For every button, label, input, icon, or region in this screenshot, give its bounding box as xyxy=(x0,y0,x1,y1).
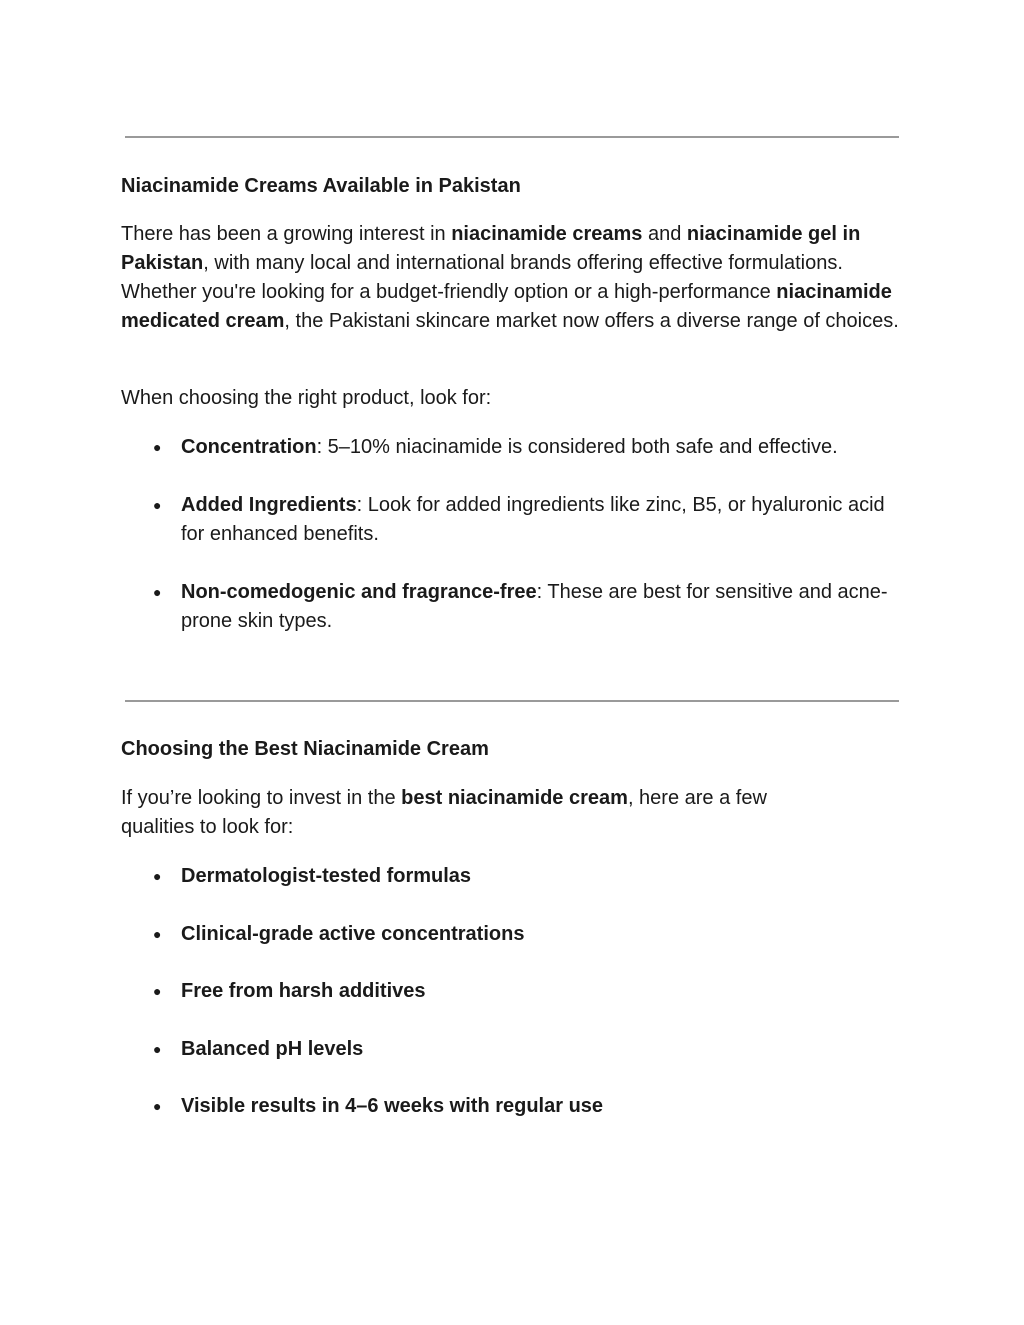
section-divider xyxy=(125,136,899,138)
list-item-term: Added Ingredients xyxy=(181,494,357,516)
list-item xyxy=(121,433,911,462)
list-item-term: Non-comedogenic and fragrance-free xyxy=(181,581,537,603)
bold-keyword: niacinamide gel in Pakistan xyxy=(121,223,861,274)
list-item-text: Dermatologist-tested formulas xyxy=(181,865,472,887)
bullet-icon: ● xyxy=(153,983,162,999)
bold-keyword: niacinamide medicated cream xyxy=(121,281,892,332)
bullet-icon: ● xyxy=(153,1098,162,1114)
list-item xyxy=(121,491,911,549)
section-heading: Niacinamide Creams Available in Pakistan xyxy=(121,175,521,197)
list-item-text: Clinical-grade active concentrations xyxy=(181,922,525,945)
list-item-text: : These are best for sensitive and acne-prone skin types. xyxy=(181,581,888,632)
intro-text: , here are a few qualities to look for: xyxy=(121,787,767,838)
list-item xyxy=(121,1092,911,1121)
list-item-text: Balanced pH levels xyxy=(181,1037,364,1060)
list-item xyxy=(121,578,911,636)
list-item-text: Visible results in 4–6 weeks with regular use xyxy=(181,1095,604,1117)
bullet-icon: ● xyxy=(153,868,162,884)
intro-text: , with many local and international brands offering effective formulations. Whether you're looking for a budget-friendly option or a high-performance xyxy=(121,252,843,303)
bullet-icon: ● xyxy=(153,439,162,455)
intro-text: , the Pakistani skincare market now offers a diverse range of choices. xyxy=(284,310,899,332)
intro-text: If you’re looking to invest in the xyxy=(121,787,402,809)
intro-text: and xyxy=(642,223,687,245)
section-heading: Choosing the Best Niacinamide Cream xyxy=(121,738,489,760)
bold-keyword: best niacinamide cream xyxy=(401,787,628,809)
intro-paragraph xyxy=(121,220,911,336)
criteria-list xyxy=(121,433,911,665)
list-item-term: Concentration xyxy=(181,436,317,458)
list-item-text: : Look for added ingredients like zinc, B5, or hyaluronic acid for enhanced benefits. xyxy=(181,494,885,545)
bullet-icon: ● xyxy=(153,1040,162,1057)
section-divider xyxy=(125,700,899,702)
list-item-text: : 5–10% niacinamide is considered both safe and effective. xyxy=(316,436,838,458)
bullet-icon: ● xyxy=(153,497,162,513)
lead-paragraph: When choosing the right product, look for: xyxy=(121,387,492,409)
list-item-text: Free from harsh additives xyxy=(181,980,426,1002)
list-item xyxy=(121,977,911,1006)
qualities-list xyxy=(121,862,911,1150)
bullet-icon: ● xyxy=(153,584,162,600)
bullet-icon: ● xyxy=(153,925,162,942)
list-item xyxy=(121,920,911,949)
bold-keyword: niacinamide creams xyxy=(451,223,643,245)
list-item xyxy=(121,862,911,891)
intro-paragraph xyxy=(121,784,841,842)
list-item xyxy=(121,1035,911,1064)
intro-text: There has been a growing interest in xyxy=(121,223,452,245)
